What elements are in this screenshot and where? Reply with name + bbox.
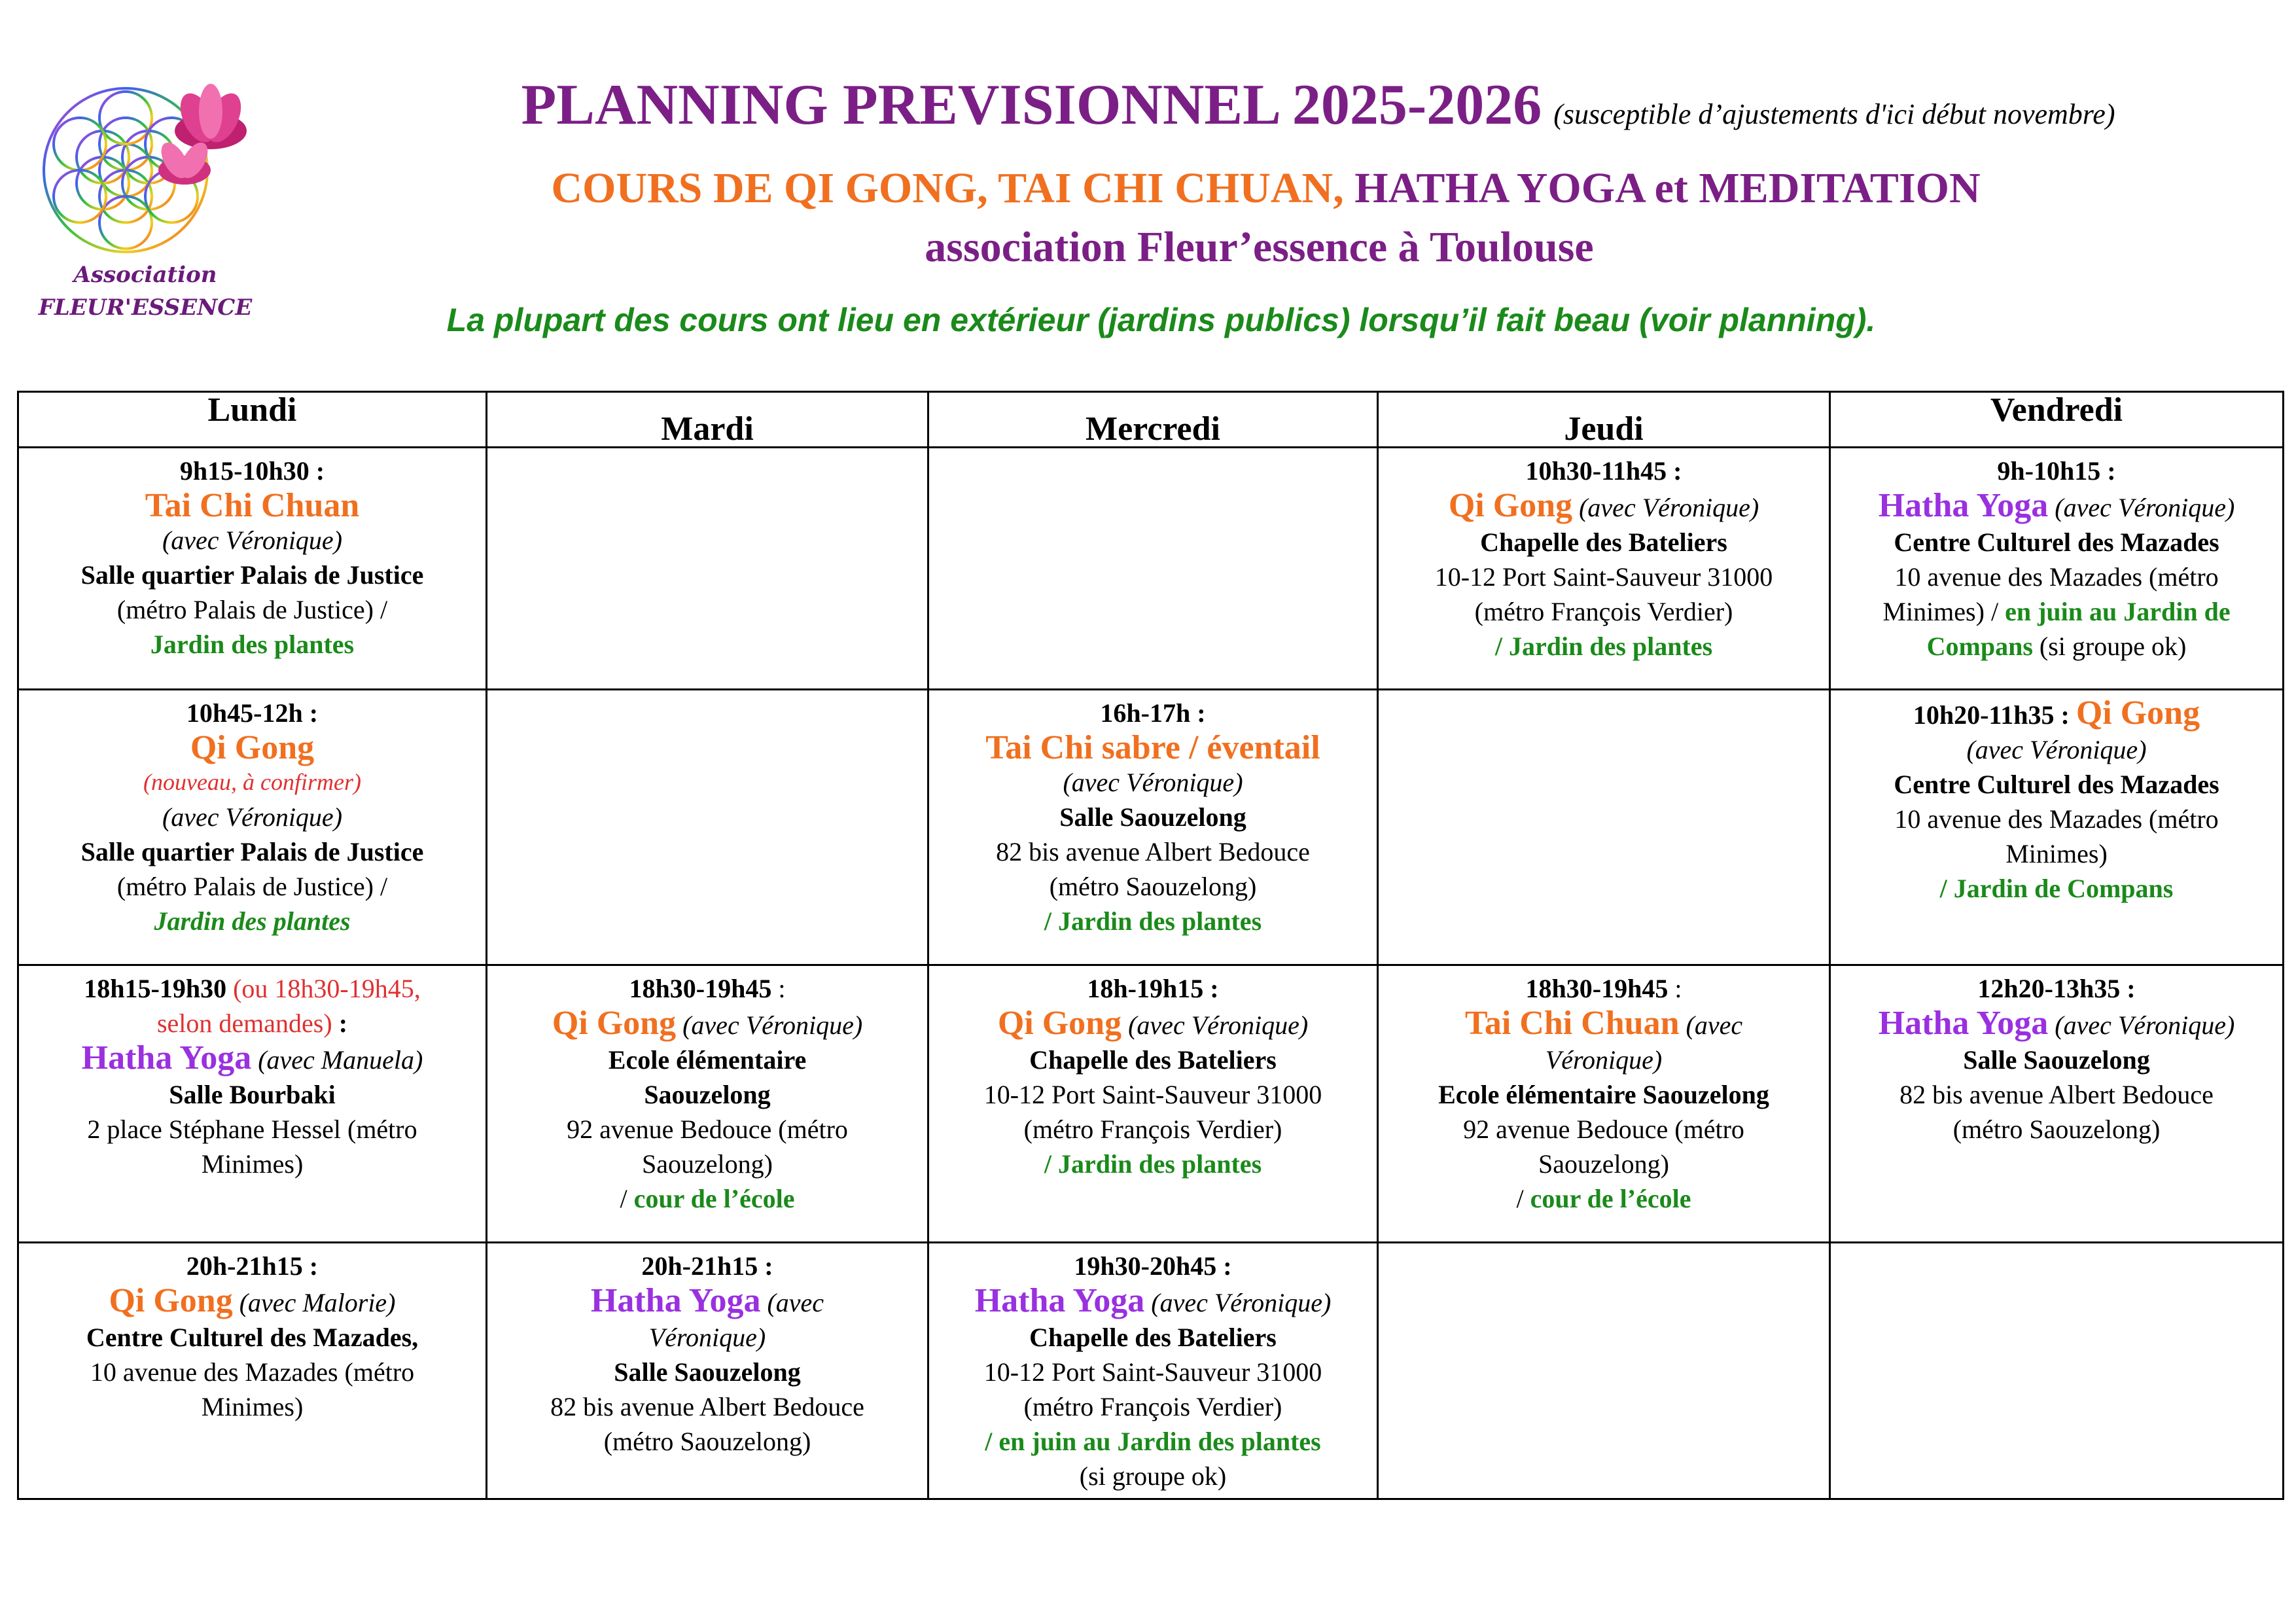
course-metro: (métro François Verdier) <box>1023 1392 1282 1421</box>
course-garden-name: Compans <box>1926 632 2033 661</box>
course-garden: en juin au Jardin de <box>2005 597 2231 626</box>
course-slash: / <box>1516 1184 1524 1213</box>
course-address: 10 avenue des Mazades (métro <box>1894 804 2219 834</box>
cell-jeudi-2 <box>1378 690 1830 965</box>
course-time: 20h-21h15 : <box>641 1251 773 1281</box>
course-place: Salle Saouzelong <box>1059 802 1246 832</box>
course-place: Salle quartier Palais de Justice <box>80 837 424 866</box>
course-address: (métro Palais de Justice) / <box>116 595 388 624</box>
outdoor-note: La plupart des cours ont lieu en extérieur (jardins publics) lorsqu’il fait beau (voir planning). <box>446 302 1876 338</box>
course-name: Qi Gong <box>997 1005 1122 1042</box>
course-time: 9h-10h15 : <box>1997 456 2116 486</box>
course-teacher: (avec Manuela) <box>258 1045 423 1075</box>
subtitle-part-1: COURS DE QI GONG, TAI CHI CHUAN, <box>551 164 1344 212</box>
course-metro: (métro François Verdier) <box>1023 1115 1282 1144</box>
course-place: Ecole élémentaire Saouzelong <box>1438 1080 1769 1109</box>
schedule-table <box>17 391 2284 1500</box>
course-status: (nouveau, à confirmer) <box>143 769 361 795</box>
course-address: 82 bis avenue Albert Bedouce <box>996 837 1310 866</box>
course-place: Chapelle des Bateliers <box>1029 1045 1277 1075</box>
cell-mercredi-3 <box>928 965 1378 1243</box>
course-teacher: (avec Véronique) <box>162 802 343 832</box>
course-name: Qi Gong <box>190 729 315 766</box>
course-place: Centre Culturel des Mazades, <box>86 1323 419 1352</box>
course-place: Chapelle des Bateliers <box>1480 527 1727 557</box>
course-teacher: (avec Véronique) <box>1579 493 1759 522</box>
subtitle <box>0 164 2296 213</box>
logo-line-1: Association <box>73 262 217 288</box>
cell-mercredi-2 <box>928 690 1378 965</box>
course-alt-note: selon demandes) <box>156 1008 332 1038</box>
course-name: Hatha Yoga <box>1878 487 2049 524</box>
course-name: Tai Chi sabre / éventail <box>985 729 1320 766</box>
course-address: 82 bis avenue Albert Bedouce <box>550 1392 864 1421</box>
course-place: Centre Culturel des Mazades <box>1894 527 2219 557</box>
course-place: Salle quartier Palais de Justice <box>80 560 424 590</box>
course-name: Qi Gong <box>2075 694 2200 732</box>
course-time: 18h15-19h30 <box>84 974 227 1003</box>
course-address: 10 avenue des Mazades (métro <box>90 1357 415 1387</box>
cell-jeudi-1 <box>1378 448 1830 690</box>
course-name: Tai Chi Chuan <box>145 487 360 524</box>
table-row <box>18 690 2284 965</box>
course-time: 18h-19h15 : <box>1087 974 1219 1003</box>
table-row <box>18 448 2284 690</box>
subtitle-association: association Fleur’essence à Toulouse <box>925 223 1594 271</box>
course-teacher: (avec Véronique) <box>1063 768 1243 797</box>
course-teacher: (avec <box>1686 1010 1743 1040</box>
course-place: Salle Bourbaki <box>169 1080 336 1109</box>
course-name: Hatha Yoga <box>974 1282 1145 1319</box>
course-teacher: (avec Véronique) <box>162 526 343 555</box>
course-place: Salle Saouzelong <box>614 1357 801 1387</box>
course-teacher: (avec Véronique) <box>1151 1288 1332 1317</box>
course-time: 19h30-20h45 : <box>1074 1251 1232 1281</box>
course-address: 2 place Stéphane Hessel (métro <box>87 1115 417 1144</box>
cell-vendredi-2 <box>1830 690 2284 965</box>
course-address: 10 avenue des Mazades (métro <box>1894 562 2219 592</box>
course-time: 9h15-10h30 : <box>179 456 325 486</box>
course-place: Ecole élémentaire <box>608 1045 807 1075</box>
course-time: 16h-17h : <box>1100 698 1206 728</box>
course-metro: (métro Saouzelong) <box>603 1427 811 1456</box>
course-teacher: (avec Véronique) <box>2055 493 2235 522</box>
cell-jeudi-4 <box>1378 1243 1830 1499</box>
course-time: 18h30-19h45 <box>1525 974 1669 1003</box>
title-note: (susceptible d’ajustements d'ici début novembre) <box>1553 98 2115 130</box>
course-teacher-2: Véronique) <box>1545 1045 1663 1075</box>
header-mercredi: Mercredi <box>928 392 1378 448</box>
header-lundi: Lundi <box>18 392 487 448</box>
cell-lundi-4 <box>18 1243 487 1499</box>
cell-vendredi-3 <box>1830 965 2284 1243</box>
course-place: Centre Culturel des Mazades <box>1894 770 2219 799</box>
cell-mardi-3 <box>487 965 928 1243</box>
course-teacher-2: Véronique) <box>648 1323 766 1352</box>
table-row <box>18 965 2284 1243</box>
cell-vendredi-1 <box>1830 448 2284 690</box>
course-alt-time: (ou 18h30-19h45, <box>233 974 421 1003</box>
course-address: 92 avenue Bedouce (métro <box>1463 1115 1744 1144</box>
cell-mardi-4 <box>487 1243 928 1499</box>
cell-lundi-2 <box>18 690 487 965</box>
table-row <box>18 1243 2284 1499</box>
course-name: Qi Gong <box>552 1005 677 1042</box>
course-slash: / <box>620 1184 627 1213</box>
course-name: Qi Gong <box>1448 487 1573 524</box>
course-metro: Saouzelong) <box>642 1149 773 1179</box>
course-time: 12h20-13h35 : <box>1977 974 2136 1003</box>
course-garden: Jardin des plantes <box>150 630 355 659</box>
course-extra: (si groupe ok) <box>2039 632 2187 661</box>
cell-mardi-2 <box>487 690 928 965</box>
course-metro: Minimes) <box>201 1149 304 1179</box>
course-metro: Saouzelong) <box>1538 1149 1669 1179</box>
course-garden: / Jardin des plantes <box>1044 906 1262 936</box>
course-time: 10h20-11h35 : <box>1913 700 2070 730</box>
course-garden: / Jardin des plantes <box>1044 1149 1262 1179</box>
course-metro: Minimes) / <box>1882 597 1999 626</box>
course-place: Chapelle des Bateliers <box>1029 1323 1277 1352</box>
cell-jeudi-3 <box>1378 965 1830 1243</box>
course-name: Qi Gong <box>109 1282 233 1319</box>
course-metro: Minimes) <box>201 1392 304 1421</box>
course-address: 10-12 Port Saint-Sauveur 31000 <box>983 1357 1322 1387</box>
course-garden: / en juin au Jardin des plantes <box>985 1427 1321 1456</box>
course-teacher: (avec Véronique) <box>682 1010 863 1040</box>
cell-mardi-1 <box>487 448 928 690</box>
course-name: Hatha Yoga <box>81 1039 252 1077</box>
course-time: 10h45-12h : <box>186 698 319 728</box>
course-time-colon: : <box>778 974 786 1003</box>
course-name: Tai Chi Chuan <box>1464 1005 1680 1042</box>
course-address: 92 avenue Bedouce (métro <box>567 1115 848 1144</box>
logo-line-2: FLEUR'ESSENCE <box>38 294 253 321</box>
course-metro: (métro François Verdier) <box>1474 597 1733 626</box>
course-address: 10-12 Port Saint-Sauveur 31000 <box>983 1080 1322 1109</box>
header-mardi: Mardi <box>487 392 928 448</box>
cell-vendredi-4 <box>1830 1243 2284 1499</box>
course-garden: / Jardin des plantes <box>1494 632 1713 661</box>
cell-lundi-1 <box>18 448 487 690</box>
course-time: 20h-21h15 : <box>186 1251 319 1281</box>
course-time-colon: : <box>338 1008 348 1038</box>
table-header-row <box>18 392 2284 448</box>
course-garden: / Jardin de Compans <box>1939 874 2174 903</box>
course-name: Hatha Yoga <box>1878 1005 2049 1042</box>
course-garden: Jardin des plantes <box>154 906 351 936</box>
course-time: 18h30-19h45 <box>629 974 772 1003</box>
cell-lundi-3 <box>18 965 487 1243</box>
course-teacher: (avec Malorie) <box>239 1288 396 1317</box>
course-teacher: (avec Véronique) <box>2055 1010 2235 1040</box>
course-teacher: (avec <box>767 1288 824 1317</box>
title-main: PLANNING PREVISIONNEL 2025-2026 <box>521 73 1542 137</box>
course-garden: cour de l’école <box>1530 1184 1691 1213</box>
header-vendredi: Vendredi <box>1830 392 2284 448</box>
course-teacher: (avec Véronique) <box>1128 1010 1309 1040</box>
cell-mercredi-4 <box>928 1243 1378 1499</box>
course-metro: (métro Saouzelong) <box>1049 872 1257 901</box>
course-time-colon: : <box>1674 974 1682 1003</box>
course-teacher: (avec Véronique) <box>1966 735 2147 764</box>
course-place-2: Saouzelong <box>644 1080 771 1109</box>
course-address: 82 bis avenue Albert Bedouce <box>1899 1080 2214 1109</box>
course-place: Salle Saouzelong <box>1963 1045 2150 1075</box>
course-time: 10h30-11h45 : <box>1525 456 1682 486</box>
subtitle-part-2: HATHA YOGA et MEDITATION <box>1354 164 1981 212</box>
course-address: 10-12 Port Saint-Sauveur 31000 <box>1434 562 1773 592</box>
page-title <box>0 72 2296 138</box>
header-jeudi: Jeudi <box>1378 392 1830 448</box>
course-extra: (si groupe ok) <box>1079 1461 1227 1491</box>
course-address: (métro Palais de Justice) / <box>116 872 388 901</box>
course-name: Hatha Yoga <box>590 1282 761 1319</box>
course-metro: Minimes) <box>2005 839 2108 868</box>
course-metro: (métro Saouzelong) <box>1952 1115 2161 1144</box>
cell-mercredi-1 <box>928 448 1378 690</box>
course-garden: cour de l’école <box>633 1184 795 1213</box>
